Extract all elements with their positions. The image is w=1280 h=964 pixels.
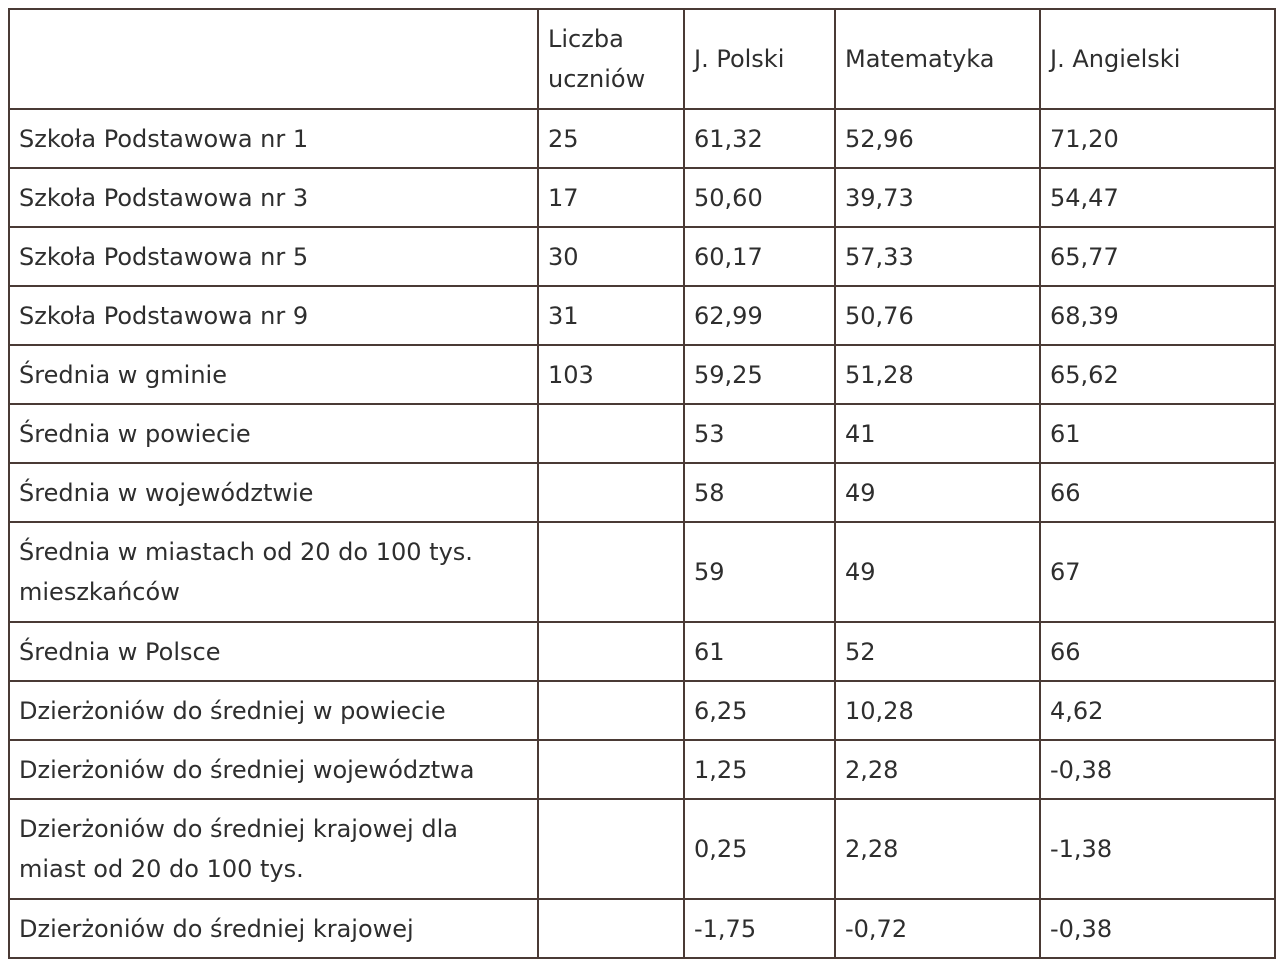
- english-score-cell: 71,20: [1040, 109, 1275, 168]
- row-label-cell: Szkoła Podstawowa nr 3: [9, 168, 538, 227]
- student-count-cell: [538, 404, 684, 463]
- math-score-cell: 57,33: [835, 227, 1040, 286]
- polish-score-cell: 0,25: [684, 799, 835, 899]
- english-score-cell: 66: [1040, 622, 1275, 681]
- results-table-container: [8, 8, 1276, 959]
- english-score-cell: 54,47: [1040, 168, 1275, 227]
- exam-results-table: [8, 8, 1276, 959]
- row-label-cell: Dzierżoniów do średniej województwa: [9, 740, 538, 799]
- polish-score-cell: 59,25: [684, 345, 835, 404]
- student-count-cell: [538, 681, 684, 740]
- row-label-cell: Szkoła Podstawowa nr 5: [9, 227, 538, 286]
- polish-score-cell: 62,99: [684, 286, 835, 345]
- polish-score-cell: 61,32: [684, 109, 835, 168]
- student-count-cell: [538, 522, 684, 622]
- table-row: [9, 522, 1275, 622]
- table-row: [9, 799, 1275, 899]
- polish-score-cell: 59: [684, 522, 835, 622]
- row-label-cell: Średnia w województwie: [9, 463, 538, 522]
- english-score-cell: 66: [1040, 463, 1275, 522]
- math-score-cell: 41: [835, 404, 1040, 463]
- english-score-cell: 4,62: [1040, 681, 1275, 740]
- table-row: [9, 740, 1275, 799]
- header-cell-empty: [9, 9, 538, 109]
- header-cell-polish: J. Polski: [684, 9, 835, 109]
- row-label-cell: Średnia w powiecie: [9, 404, 538, 463]
- table-row: [9, 227, 1275, 286]
- english-score-cell: 65,77: [1040, 227, 1275, 286]
- row-label-cell: Średnia w gminie: [9, 345, 538, 404]
- english-score-cell: -0,38: [1040, 740, 1275, 799]
- header-cell-student-count: Liczba uczniów: [538, 9, 684, 109]
- student-count-cell: [538, 799, 684, 899]
- table-row: [9, 463, 1275, 522]
- row-label-cell: Dzierżoniów do średniej w powiecie: [9, 681, 538, 740]
- student-count-cell: [538, 740, 684, 799]
- student-count-cell: 103: [538, 345, 684, 404]
- english-score-cell: 65,62: [1040, 345, 1275, 404]
- polish-score-cell: 61: [684, 622, 835, 681]
- table-row: [9, 168, 1275, 227]
- math-score-cell: 50,76: [835, 286, 1040, 345]
- math-score-cell: 49: [835, 522, 1040, 622]
- table-row: [9, 899, 1275, 958]
- math-score-cell: 49: [835, 463, 1040, 522]
- table-row: [9, 681, 1275, 740]
- table-row: [9, 622, 1275, 681]
- english-score-cell: -0,38: [1040, 899, 1275, 958]
- polish-score-cell: 6,25: [684, 681, 835, 740]
- table-row: [9, 109, 1275, 168]
- row-label-cell: Dzierżoniów do średniej krajowej dla miast od 20 do 100 tys.: [9, 799, 538, 899]
- row-label-cell: Szkoła Podstawowa nr 1: [9, 109, 538, 168]
- english-score-cell: 61: [1040, 404, 1275, 463]
- math-score-cell: -0,72: [835, 899, 1040, 958]
- polish-score-cell: 53: [684, 404, 835, 463]
- row-label-cell: Średnia w Polsce: [9, 622, 538, 681]
- english-score-cell: 68,39: [1040, 286, 1275, 345]
- math-score-cell: 2,28: [835, 740, 1040, 799]
- math-score-cell: 2,28: [835, 799, 1040, 899]
- math-score-cell: 10,28: [835, 681, 1040, 740]
- row-label-cell: Szkoła Podstawowa nr 9: [9, 286, 538, 345]
- table-row: [9, 404, 1275, 463]
- math-score-cell: 52: [835, 622, 1040, 681]
- math-score-cell: 51,28: [835, 345, 1040, 404]
- row-label-cell: Średnia w miastach od 20 do 100 tys. mieszkańców: [9, 522, 538, 622]
- polish-score-cell: 50,60: [684, 168, 835, 227]
- math-score-cell: 39,73: [835, 168, 1040, 227]
- row-label-cell: Dzierżoniów do średniej krajowej: [9, 899, 538, 958]
- student-count-cell: 30: [538, 227, 684, 286]
- header-cell-english: J. Angielski: [1040, 9, 1275, 109]
- student-count-cell: [538, 899, 684, 958]
- table-row: [9, 286, 1275, 345]
- student-count-cell: 17: [538, 168, 684, 227]
- table-header-row: [9, 9, 1275, 109]
- polish-score-cell: -1,75: [684, 899, 835, 958]
- polish-score-cell: 1,25: [684, 740, 835, 799]
- polish-score-cell: 58: [684, 463, 835, 522]
- student-count-cell: [538, 622, 684, 681]
- student-count-cell: 25: [538, 109, 684, 168]
- table-row: [9, 345, 1275, 404]
- header-cell-math: Matematyka: [835, 9, 1040, 109]
- english-score-cell: -1,38: [1040, 799, 1275, 899]
- student-count-cell: 31: [538, 286, 684, 345]
- math-score-cell: 52,96: [835, 109, 1040, 168]
- student-count-cell: [538, 463, 684, 522]
- polish-score-cell: 60,17: [684, 227, 835, 286]
- english-score-cell: 67: [1040, 522, 1275, 622]
